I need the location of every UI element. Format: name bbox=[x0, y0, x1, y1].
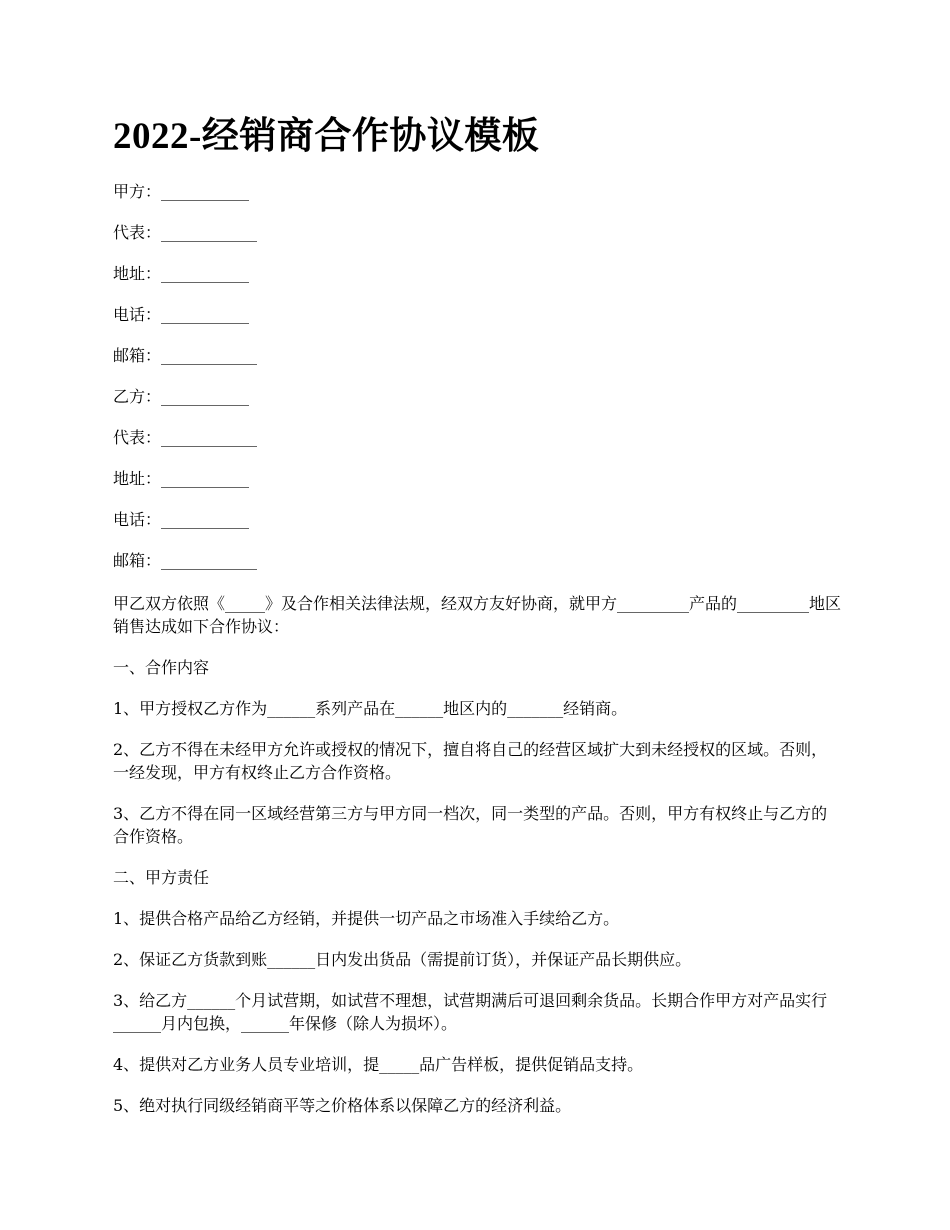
section-heading-cooperation: 一、合作内容 bbox=[113, 658, 210, 677]
party-a-duty-item: 2、保证乙方货款到账______日内发出货品（需提前订货），并保证产品长期供应。 bbox=[113, 950, 692, 969]
intro-paragraph: 甲乙双方依照《_____》及合作相关法律法规，经双方友好协商，就甲方_________产品的_________地区销售达成如下合作协议： bbox=[113, 594, 842, 636]
party-b-representative: 代表：____________ bbox=[113, 428, 258, 447]
party-a-email: 邮箱：____________ bbox=[113, 346, 258, 365]
document-page bbox=[113, 112, 843, 1135]
cooperation-item: 2、乙方不得在未经甲方允许或授权的情况下，擅自将自己的经营区域扩大到未经授权的区域。否则，一经发现，甲方有权终止乙方合作资格。 bbox=[113, 740, 828, 782]
party-a-representative: 代表：____________ bbox=[113, 223, 258, 242]
section-heading-party-a-duties: 二、甲方责任 bbox=[113, 868, 210, 887]
document-title: 2022-经销商合作协议模板 bbox=[113, 116, 540, 157]
cooperation-item: 1、甲方授权乙方作为______系列产品在______地区内的_______经销商。 bbox=[113, 699, 628, 718]
party-a-duty-item: 1、提供合格产品给乙方经销，并提供一切产品之市场准入手续给乙方。 bbox=[113, 909, 620, 928]
party-b-phone: 电话：___________ bbox=[113, 510, 250, 529]
cooperation-item: 3、乙方不得在同一区域经营第三方与甲方同一档次，同一类型的产品。否则，甲方有权终止与乙方的合作资格。 bbox=[113, 804, 828, 846]
party-a-duty-item: 5、绝对执行同级经销商平等之价格体系以保障乙方的经济利益。 bbox=[113, 1096, 572, 1115]
party-b-address: 地址：___________ bbox=[113, 469, 250, 488]
party-a-duty-item: 3、给乙方______个月试营期，如试营不理想，试营期满后可退回剩余货品。长期合作甲方对产品实行______月内包换，______年保修（除人为损坏）。 bbox=[113, 991, 828, 1033]
party-a-duty-item: 4、提供对乙方业务人员专业培训，提_____品广告样板，提供促销品支持。 bbox=[113, 1055, 644, 1074]
party-a-name: 甲方：___________ bbox=[113, 182, 250, 201]
party-a-phone: 电话：___________ bbox=[113, 305, 250, 324]
party-a-address: 地址：___________ bbox=[113, 264, 250, 283]
party-b-email: 邮箱：____________ bbox=[113, 551, 258, 570]
party-b-name: 乙方：___________ bbox=[113, 387, 250, 406]
